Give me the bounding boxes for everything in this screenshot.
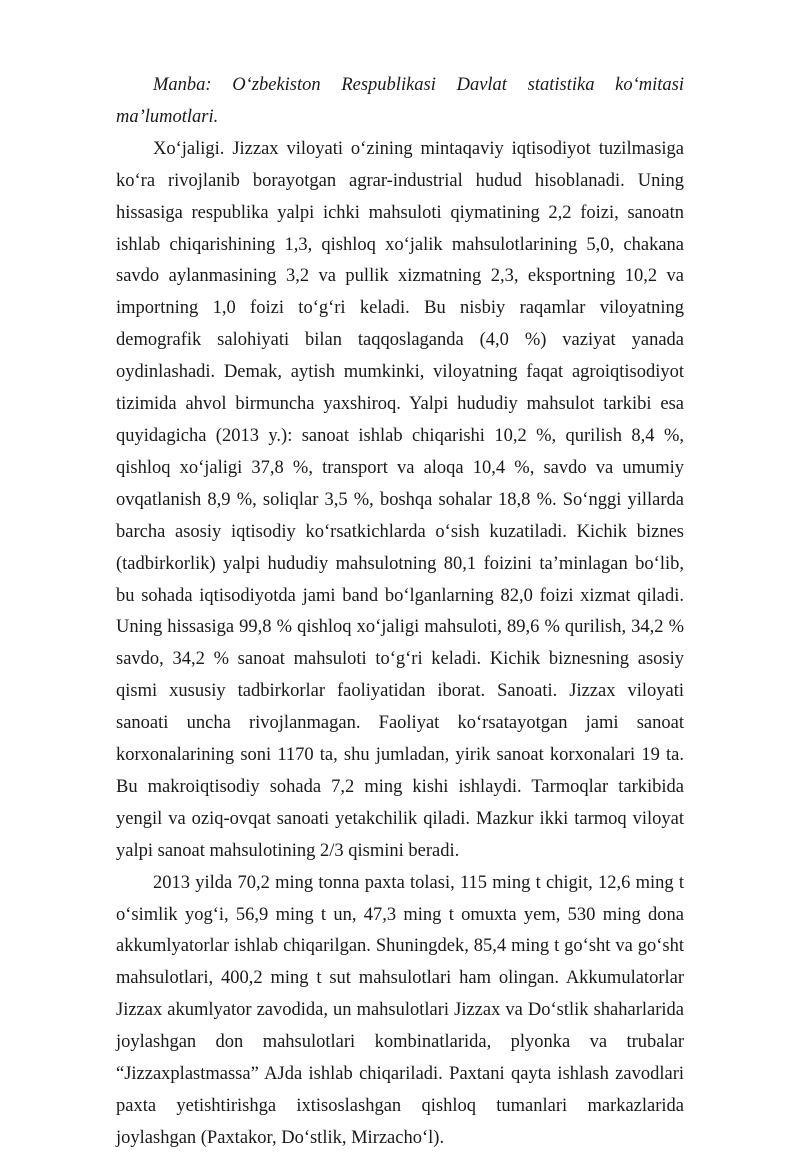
source-note: Manba: O‘zbekiston Respublikasi Davlat statistika ko‘mitasi ma’lumotlari. xyxy=(116,75,684,127)
document-page xyxy=(116,70,684,1155)
paragraph-economy: Xo‘jaligi. Jizzax viloyati o‘zining mintaqaviy iqtisodiyot tuzilmasiga ko‘ra rivojlanib borayotgan agrar-industrial hudud hisoblanadi. Uning hissasiga respublika yalpi ichki mahsuloti qiymatining 2,2 foizi, sanoatn ishlab chiqarishining 1,3, qishloq xo‘jalik mahsulotlarining 5,0, chakana savdo aylanmasining 3,2 va pullik xizmatning 2,3, eksportning 10,2 va importning 1,0 foizi to‘g‘ri keladi. Bu nisbiy raqamlar viloyatning demografik salohiyati bilan taqqoslaganda (4,0 %) vaziyat yanada oydinlashadi. Demak, aytish mumkinki, viloyatning faqat agroiqtisodiyot tizimida ahvol birmuncha yaxshiroq. Yalpi hududiy mahsulot tarkibi esa quyidagicha (2013 y.): sanoat ishlab chiqarishi 10,2 %, qurilish 8,4 %, qishloq xo‘jaligi 37,8 %, transport va aloqa 10,4 %, savdo va umumiy ovqatlanish 8,9 %, soliqlar 3,5 %, boshqa sohalar 18,8 %. So‘nggi yillarda barcha asosiy iqtisodiy ko‘rsatkichlarda o‘sish kuzatiladi. Kichik biznes (tadbirkorlik) yalpi hududiy mahsulotning 80,1 foizini ta’minlagan bo‘lib, bu sohada iqtisodiyotda jami band bo‘lganlarning 82,0 foizi xizmat qiladi. Uning hissasiga 99,8 % qishloq xo‘jaligi mahsuloti, 89,6 % qurilish, 34,2 % savdo, 34,2 % sanoat mahsuloti to‘g‘ri keladi. Kichik biznesning asosiy qismi xususiy tadbirkorlar faoliyatidan iborat. Sanoati. Jizzax viloyati sanoati uncha rivojlanmagan. Faoliyat ko‘rsatayotgan jami sanoat korxonalarining soni 1170 ta, shu jumladan, yirik sanoat korxonalari 19 ta. Bu makroiqtisodiy sohada 7,2 ming kishi ishlaydi. Tarmoqlar tarkibida yengil va oziq-ovqat sanoati yetakchilik qiladi. Mazkur ikki tarmoq viloyat yalpi sanoat mahsulotining 2/3 qismini beradi. xyxy=(116,138,684,861)
paragraph-production: 2013 yilda 70,2 ming tonna paxta tolasi, 115 ming t chigit, 12,6 ming t o‘simlik yog‘i, 56,9 ming t un, 47,3 ming t omuxta yem, 530 ming dona akkumlyatorlar ishlab chiqarilgan. Shuningdek, 85,4 ming t go‘sht va go‘sht mahsulotlari, 400,2 ming t sut mahsulotlari ham olingan. Akkumulatorlar Jizzax akumlyator zavodida, un mahsulotlari Jizzax va Do‘stlik shaharlarida joylashgan don mahsulotlari kombinatlarida, plyonka va trubalar “Jizzaxplastmassa” AJda ishlab chiqariladi. Paxtani qayta ishlash zavodlari paxta yetishtirishga ixtisoslashgan qishloq tumanlari markazlarida joylashgan (Paxtakor, Do‘stlik, Mirzacho‘l). xyxy=(116,872,684,1148)
